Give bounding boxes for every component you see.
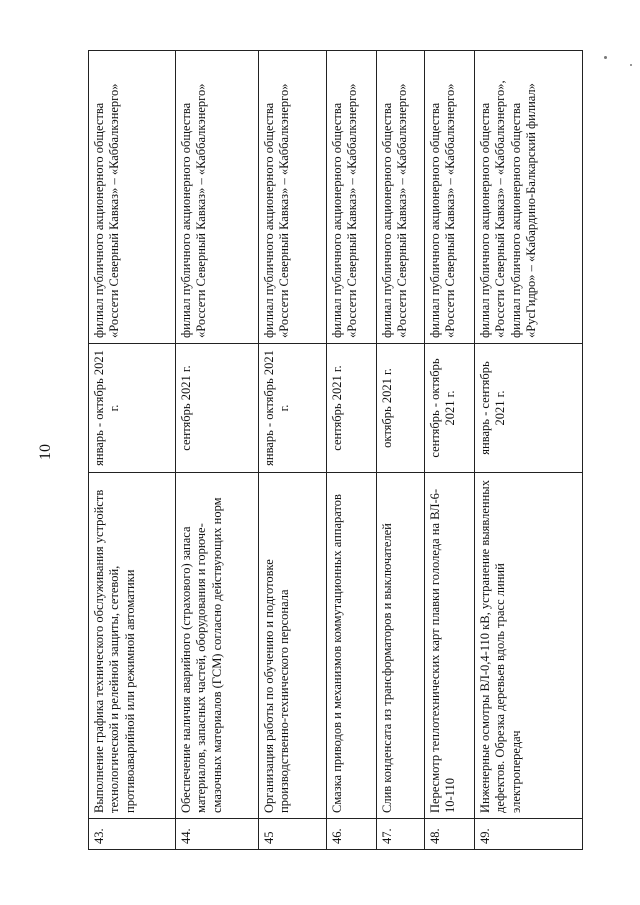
row-number: 44. — [176, 819, 259, 850]
row-number: 45 — [259, 819, 327, 850]
task-cell: Слив конденсата из трансформаторов и выключателей — [377, 473, 425, 819]
table-row — [425, 51, 475, 850]
responsible-cell: филиал публичного акционерного общества «Россети Северный Кавказ» – «Каббалкэнерго» — [327, 51, 377, 344]
table-row — [259, 51, 327, 850]
responsible-cell: филиал публичного акционерного общества «Россети Северный Кавказ» – «Каббалкэнерго» — [89, 51, 176, 344]
term-cell: сентябрь - октябрь 2021 г. — [425, 344, 475, 473]
row-number: 48. — [425, 819, 475, 850]
row-number: 43. — [89, 819, 176, 850]
row-number: 46. — [327, 819, 377, 850]
measures-table — [88, 50, 583, 850]
document-table-rotated — [88, 50, 582, 850]
row-number: 49. — [475, 819, 583, 850]
responsible-cell: филиал публичного акционерного общества «Россети Северный Кавказ» – «Каббалкэнерго» — [377, 51, 425, 344]
table-row — [327, 51, 377, 850]
task-cell: Смазка приводов и механизмов коммутационных аппаратов — [327, 473, 377, 819]
responsible-cell: филиал публичного акционерного общества «Россети Северный Кавказ» – «Каббалкэнерго», филиал публичного акционерного общества «РусГидро» – «Кабардино-Балкарский филиал» — [475, 51, 583, 344]
table-row — [475, 51, 583, 850]
term-cell: сентябрь 2021 г. — [327, 344, 377, 473]
table-row — [89, 51, 176, 850]
term-cell: октябрь 2021 г. — [377, 344, 425, 473]
scan-speck — [604, 56, 607, 59]
task-cell: Организация работы по обучению и подготовке производственно-технического персонала — [259, 473, 327, 819]
row-number: 47. — [377, 819, 425, 850]
page-number: 10 — [37, 444, 54, 460]
scan-speck — [630, 64, 632, 66]
term-cell: январь - октябрь 2021 г. — [89, 344, 176, 473]
task-cell: Пересмотр теплотехнических карт плавки гололеда на ВЛ-6-10-110 — [425, 473, 475, 819]
table-row — [176, 51, 259, 850]
task-cell: Инженерные осмотры ВЛ-0,4-110 кВ, устранение выявленных дефектов. Обрезка деревьев вдоль трасс линий электропередач — [475, 473, 583, 819]
table-row — [377, 51, 425, 850]
task-cell: Выполнение графика технического обслуживания устройств технологической и релейной защиты, сетевой, противоаварийной или режимной автоматики — [89, 473, 176, 819]
term-cell: январь - октябрь 2021 г. — [259, 344, 327, 473]
responsible-cell: филиал публичного акционерного общества «Россети Северный Кавказ» – «Каббалкэнерго» — [259, 51, 327, 344]
responsible-cell: филиал публичного акционерного общества «Россети Северный Кавказ» – «Каббалкэнерго» — [425, 51, 475, 344]
task-cell: Обеспечение наличия аварийного (страхового) запаса материалов, запасных частей, оборудования и горюче-смазочных материалов (ГСМ) согласно действующих норм — [176, 473, 259, 819]
term-cell: сентябрь 2021 г. — [176, 344, 259, 473]
responsible-cell: филиал публичного акционерного общества «Россети Северный Кавказ» – «Каббалкэнерго» — [176, 51, 259, 344]
term-cell: январь - сентябрь 2021 г. — [475, 344, 583, 473]
